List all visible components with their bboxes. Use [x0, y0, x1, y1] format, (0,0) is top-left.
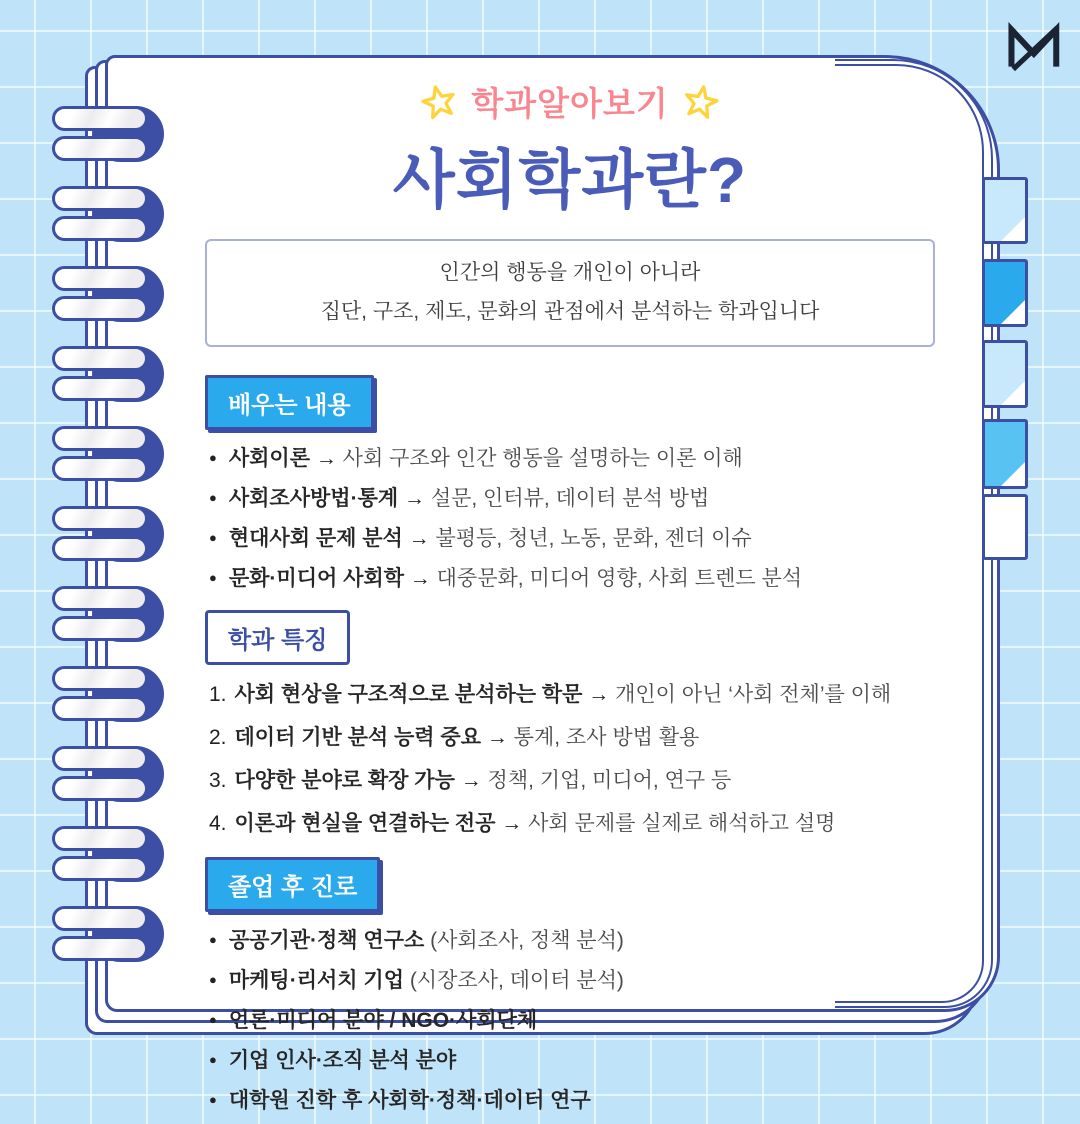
list-item [209, 1044, 935, 1074]
binder-ring [52, 106, 164, 162]
intro-box [205, 239, 935, 347]
number-marker: 4. [209, 811, 227, 835]
section-learning [205, 375, 935, 592]
ring-bar [52, 666, 148, 691]
binder-ring [52, 266, 164, 322]
content [205, 78, 935, 1124]
item-keyword: 사회이론 → [228, 446, 337, 470]
logo-m-icon [1002, 18, 1064, 79]
learning-list [205, 442, 935, 592]
eyebrow-row [205, 78, 935, 125]
item-keyword: 언론·미디어 분야 / NGO·사회단체 [228, 1008, 538, 1032]
item-description: 사회 구조와 인간 행동을 설명하는 이론 이해 [336, 446, 743, 470]
bullet-marker: ● [209, 971, 217, 987]
badge-learning: 배우는 내용 [205, 375, 374, 430]
intro-line-2: 집단, 구조, 제도, 문화의 관점에서 분석하는 학과입니다 [320, 299, 820, 323]
item-keyword: 기업 인사·조직 분석 분야 [228, 1048, 457, 1072]
ring-bar [52, 856, 148, 881]
eyebrow-label: 학과알아보기 [471, 85, 669, 122]
ring-bar [52, 456, 148, 481]
ring-bar [52, 216, 148, 241]
item-keyword: 문화·미디어 사회학 → [228, 566, 431, 590]
ring-bar [52, 776, 148, 801]
list-item [209, 924, 935, 954]
ring-bar [52, 266, 148, 291]
item-keyword: 다양한 분야로 확장 가능 → [234, 768, 482, 792]
ring-bar [52, 936, 148, 961]
features-list [205, 678, 935, 837]
item-keyword: 데이터 기반 분석 능력 중요 → [234, 725, 508, 749]
list-item [209, 1084, 935, 1114]
career-list [205, 924, 935, 1114]
notebook-tab-2 [982, 259, 1028, 327]
item-description: (시장조사, 데이터 분석) [403, 968, 624, 992]
item-description: 통계, 조사 방법 활용 [507, 725, 700, 749]
intro-line-1: 인간의 행동을 개인이 아니라 [439, 261, 701, 284]
ring-bar [52, 426, 148, 451]
star-icon [421, 84, 457, 120]
ring-bar [52, 346, 148, 371]
ring-bar [52, 376, 148, 401]
notebook-tab-3 [982, 340, 1028, 408]
bullet-marker: ● [209, 1011, 217, 1027]
binder-ring [52, 906, 164, 962]
item-keyword: 사회 현상을 구조적으로 분석하는 학문 → [234, 682, 610, 706]
ring-bar [52, 186, 148, 211]
number-marker: 2. [209, 725, 227, 749]
ring-bar [52, 906, 148, 931]
item-description: 대중문화, 미디어 영향, 사회 트렌드 분석 [430, 566, 803, 590]
notebook-tab-1 [982, 177, 1028, 244]
bullet-marker: ● [209, 1051, 217, 1067]
bullet-marker: ● [209, 1091, 217, 1107]
list-item [209, 1004, 935, 1034]
item-keyword: 현대사회 문제 분석 → [228, 526, 430, 550]
star-icon [683, 84, 719, 120]
item-keyword: 공공기관·정책 연구소 [228, 928, 425, 952]
binder-ring [52, 586, 164, 642]
binder-ring [52, 826, 164, 882]
list-item [209, 964, 935, 994]
ring-bar [52, 826, 148, 851]
item-keyword: 사회조사방법·통계 → [228, 486, 425, 510]
item-description: 개인이 아닌 ‘사회 전체’를 이해 [609, 682, 892, 706]
list-item [209, 764, 935, 794]
ring-bar [52, 506, 148, 531]
item-keyword: 마케팅·리서치 기업 [228, 968, 404, 992]
ring-bar [52, 536, 148, 561]
list-item [209, 442, 935, 472]
number-marker: 3. [209, 768, 227, 792]
item-keyword: 대학원 진학 후 사회학·정책·데이터 연구 [228, 1088, 591, 1112]
ring-bar [52, 696, 148, 721]
bullet-marker: ● [209, 489, 217, 505]
ring-bar [52, 106, 148, 131]
binder-ring [52, 426, 164, 482]
binder-ring [52, 346, 164, 402]
list-item [209, 562, 935, 592]
binder-ring [52, 666, 164, 722]
item-description: 정책, 기업, 미디어, 연구 등 [481, 768, 732, 792]
list-item [209, 482, 935, 512]
item-description: 사회 문제를 실제로 해석하고 설명 [522, 811, 836, 835]
binder-ring [52, 506, 164, 562]
bullet-marker: ● [209, 569, 217, 585]
item-keyword: 이론과 현실을 연결하는 전공 → [234, 811, 523, 835]
list-item [209, 522, 935, 552]
list-item [209, 807, 935, 837]
section-features [205, 610, 935, 837]
page-title: 사회학과란? [392, 144, 748, 216]
item-description: (사회조사, 정책 분석) [424, 928, 624, 952]
bullet-marker: ● [209, 529, 217, 545]
ring-bar [52, 586, 148, 611]
number-marker: 1. [209, 682, 227, 706]
ring-bar [52, 616, 148, 641]
binder-ring [52, 746, 164, 802]
bullet-marker: ● [209, 449, 217, 465]
ring-bar [52, 296, 148, 321]
badge-features: 학과 특징 [205, 610, 350, 665]
ring-bar [52, 136, 148, 161]
item-description: 설문, 인터뷰, 데이터 분석 방법 [424, 486, 710, 510]
list-item [209, 721, 935, 751]
bullet-marker: ● [209, 931, 217, 947]
binder-ring [52, 186, 164, 242]
section-career [205, 857, 935, 1114]
notebook-tab-4 [982, 419, 1028, 489]
ring-bar [52, 746, 148, 771]
notebook-tab-5 [982, 494, 1028, 560]
badge-career: 졸업 후 진로 [205, 857, 380, 912]
list-item [209, 678, 935, 708]
item-description: 불평등, 청년, 노동, 문화, 젠더 이슈 [429, 526, 752, 550]
